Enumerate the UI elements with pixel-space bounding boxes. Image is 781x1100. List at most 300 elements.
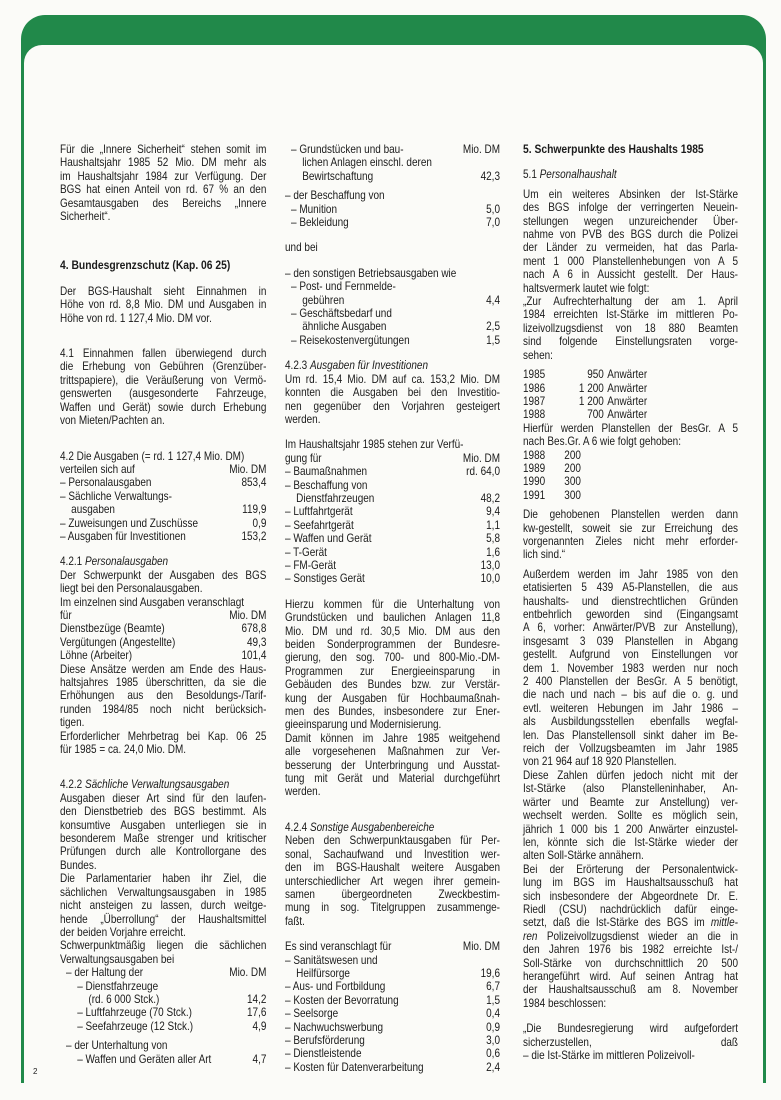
budget-item-value: 0,9 xyxy=(486,1020,500,1034)
text-segment: Polizeivollzugsdienst wieder an die in xyxy=(537,929,738,943)
section-heading: 4. Bundesgrenzschutz (Kap. 06 25) xyxy=(60,258,231,273)
budget-row xyxy=(60,476,266,489)
budget-item-label: – Seefahrtgerät xyxy=(285,518,354,532)
text-line: wechselt werden. Sollte es möglich sein, xyxy=(523,809,738,823)
budget-row xyxy=(60,1006,266,1019)
budget-row xyxy=(285,479,500,492)
text-line: Erhöhungen aus den Besoldungs-/Tarif- xyxy=(60,689,267,703)
text-line: konsumtive Ausgaben unterliegen sie in xyxy=(60,818,267,832)
budget-item-label: gebühren xyxy=(302,293,345,307)
subsection-number: 4.2.2 xyxy=(60,778,85,792)
budget-item-label: – Munition xyxy=(291,202,338,216)
budget-row xyxy=(285,532,500,545)
text-line: Gebäuden des Bundes bzw. zur Verstär- xyxy=(285,678,500,692)
budget-item-label: – FM-Gerät xyxy=(285,558,336,572)
text-line: Gesamtausgaben des Bereichs „Innere xyxy=(60,196,267,210)
text-line: sicherzustellen, daß xyxy=(523,1035,738,1049)
budget-row xyxy=(285,994,500,1007)
subsection-number: 4.2.4 xyxy=(285,820,310,834)
budget-row xyxy=(60,609,266,622)
text-line: A 6, vorher: Anwärter/PVB zur Anstellung), xyxy=(523,621,738,635)
budget-item-label: – der Beschaffung von xyxy=(285,189,385,203)
budget-item-value: 48,2 xyxy=(480,491,500,505)
budget-item-value: 10,0 xyxy=(480,572,500,586)
budget-item-value: Mio. DM xyxy=(229,608,267,622)
budget-item-value: 42,3 xyxy=(480,169,500,183)
text-line: ment 1 000 Planstellenhebungen von A 5 xyxy=(523,254,738,268)
text-line: tigen. xyxy=(60,716,85,730)
text-line: kw-gestellt, soweit sie zur Erreichung des xyxy=(523,521,738,535)
budget-item-value: 678,8 xyxy=(241,622,267,636)
text-line: 4.1 Einnahmen fallen überwiegend durch xyxy=(60,347,267,361)
budget-row xyxy=(60,622,266,635)
budget-item-label: gung für xyxy=(285,451,322,465)
budget-row xyxy=(60,463,266,476)
text-line: runden 1984/85 noch nicht berücksich- xyxy=(60,702,267,716)
text-line: Ausgaben dieser Art sind für den laufen- xyxy=(60,791,267,805)
year-row xyxy=(523,449,738,462)
budget-item-label: – Seelsorge xyxy=(285,1007,339,1021)
budget-row xyxy=(60,966,266,979)
paragraph xyxy=(523,769,738,863)
text-line: alle vorgesehenen Maßnahmen zur Ver- xyxy=(285,745,500,759)
budget-item-value: 9,4 xyxy=(486,505,500,519)
text-line: Diese Zahlen dürfen jedoch nicht mit der xyxy=(523,768,738,782)
budget-item-label: verteilen sich auf xyxy=(60,462,135,476)
budget-item-value: 2,5 xyxy=(486,320,500,334)
text-line: men des Bundes, insbesondere zur Ener- xyxy=(285,705,500,719)
text-line: werden. xyxy=(285,785,321,799)
text-line: sind folgende Einstellungsraten vorge- xyxy=(523,335,738,349)
count: 700 xyxy=(587,408,604,422)
budget-item-label: – Waffen und Gerät xyxy=(285,532,372,546)
column-middle-content xyxy=(285,143,500,1074)
paragraph xyxy=(285,732,500,799)
text-line: Schwerpunktmäßig liegen die sächlichen xyxy=(60,939,267,953)
budget-row xyxy=(285,203,500,216)
text-line: Verwaltungsausgaben bei xyxy=(60,952,175,966)
budget-row xyxy=(285,170,500,183)
paragraph xyxy=(60,569,266,596)
budget-item-value: Mio. DM xyxy=(462,940,500,954)
text-line: wärter und Beamte zur Anstellung) ver- xyxy=(523,795,738,809)
column-right xyxy=(523,143,773,1062)
budget-row xyxy=(60,530,266,543)
budget-item-label: – den sonstigen Betriebsausgaben wie xyxy=(285,266,457,280)
paragraph xyxy=(523,422,738,449)
year-row xyxy=(523,395,738,408)
budget-item-value: 4,7 xyxy=(252,1052,267,1066)
text-line: Sicherheit“. xyxy=(60,210,111,224)
budget-item-label: – Bekleidung xyxy=(291,216,349,230)
paragraph xyxy=(523,188,738,295)
budget-item-value: 0,4 xyxy=(486,1007,500,1021)
text-line: besonderem Maße strenger und kritischer xyxy=(60,832,267,846)
text-line: Der BGS-Haushalt sieht Einnahmen in xyxy=(60,284,267,298)
count: 1 200 xyxy=(578,394,604,408)
count-unit: Anwärter xyxy=(607,394,648,408)
year: 1986 xyxy=(523,381,546,395)
text-line: liegt bei den Personalausgaben. xyxy=(60,582,203,596)
text-line: gierung, den sog. 700- und 800-Mio.-DM- xyxy=(285,651,500,665)
budget-item-label: lichen Anlagen einschl. deren xyxy=(302,156,432,170)
budget-item-label: für xyxy=(60,608,72,622)
budget-row xyxy=(285,546,500,559)
budget-item-value: 13,0 xyxy=(480,558,500,572)
text-line: sonal, Sachaufwand und Investition wer- xyxy=(285,847,500,861)
budget-item-label: – Ausgaben für Investitionen xyxy=(60,529,186,543)
text-line: 1984 erreichten Ist-Stärke im mittleren Po- xyxy=(523,308,738,322)
budget-row xyxy=(285,280,500,293)
budget-row xyxy=(285,967,500,980)
text-line: Prüfungen durch alle Kontrollorgane des xyxy=(60,845,267,859)
budget-item-value: 1,5 xyxy=(486,993,500,1007)
budget-row xyxy=(285,559,500,572)
text-line: nahme von PVB des BGS durch die Polizei xyxy=(523,228,738,242)
text-line: sich insbesondere der Abgeordnete Dr. E. xyxy=(523,889,738,903)
text-line: Soll-Stärke von durchschnittlich 20 500 xyxy=(523,956,738,970)
budget-item-label: – Kosten der Bevorratung xyxy=(285,993,399,1007)
text-line: insgesamt 3 039 Planstellen in Abgang xyxy=(523,634,738,648)
count-unit: Anwärter xyxy=(607,408,648,422)
budget-item-value: 101,4 xyxy=(241,649,267,663)
section-heading: 5. Schwerpunkte des Haushalts 1985 xyxy=(523,142,704,156)
text-line: „Die Bundesregierung wird aufgefordert xyxy=(523,1022,738,1036)
subsection-heading xyxy=(523,168,738,181)
text-line: und bei xyxy=(285,241,318,255)
budget-row xyxy=(285,334,500,347)
text-line: Programmen zur Energieeinsparung in xyxy=(285,664,500,678)
budget-item-value: Mio. DM xyxy=(462,451,500,465)
count-unit: Anwärter xyxy=(607,368,648,382)
text-line: Bei der Erörterung der Personalentwick- xyxy=(523,862,738,876)
text-line: Höhe von rd. 8,8 Mio. DM und Ausgaben in xyxy=(60,298,267,312)
budget-item-label: – Berufsförderung xyxy=(285,1033,365,1047)
budget-row xyxy=(285,1034,500,1047)
text-line: Hierzu kommen für die Unterhaltung von xyxy=(285,597,500,611)
text-line: gieeinsparung und Modernisierung. xyxy=(285,718,442,732)
page-number: 2 xyxy=(33,1067,38,1076)
budget-item-value: 0,6 xyxy=(486,1047,500,1061)
text-line: – die Ist-Stärke im mittleren Polizeivoll- xyxy=(523,1049,695,1062)
text-line: gestellt. Aufgrund von Einstellungen vor xyxy=(523,648,738,662)
budget-item-value: 6,7 xyxy=(486,980,500,994)
text-line: des BGS infolge der verringerten Neuein- xyxy=(523,201,738,215)
budget-item-label: – Beschaffung von xyxy=(285,478,368,492)
year: 1987 xyxy=(523,394,546,408)
text-line: „Zur Aufrechterhaltung der am 1. April xyxy=(523,295,738,309)
subsection-number: 4.2.3 xyxy=(285,359,310,373)
count: 200 xyxy=(564,448,581,462)
text-line: reich der Vollzugsbeamten im Jahr 1985 xyxy=(523,742,738,756)
paragraph xyxy=(60,285,266,325)
budget-row xyxy=(285,980,500,993)
budget-item-label: – Reisekostenvergütungen xyxy=(291,333,410,347)
text-line: konnten die Ausgaben bei den Investitio- xyxy=(285,386,500,400)
paragraph xyxy=(60,596,266,609)
text-line: 4.2 Die Ausgaben (= rd. 1 127,4 Mio. DM) xyxy=(60,449,245,463)
text-line: die Erhebung von Gebühren (Grenzüber- xyxy=(60,360,267,374)
text-line: von Mieten/Pachten an. xyxy=(60,414,165,428)
text-line: evtl. weiteren Hebungen im Jahr 1986 – xyxy=(523,701,738,715)
budget-row xyxy=(285,143,500,156)
subsection-title: Personalausgaben xyxy=(84,555,169,569)
text-line: Im einzelnen sind Ausgaben veranschlagt xyxy=(60,595,245,609)
column-middle xyxy=(285,143,538,1074)
year-row xyxy=(523,368,738,381)
text-line: Diese Ansätze werden am Ende des Haus- xyxy=(60,662,267,676)
text-line: Der Schwerpunkt der Ausgaben des BGS xyxy=(60,568,267,582)
text-line: nicht ansteigen zu lassen, durch weitge- xyxy=(60,899,267,913)
paragraph xyxy=(60,872,266,939)
budget-row xyxy=(60,1039,266,1052)
budget-row xyxy=(285,492,500,505)
text-line: alten Soll-Stärke annähern. xyxy=(523,849,644,863)
count: 200 xyxy=(564,461,581,475)
text-line: len. Das Planstellensoll sinkt daher im Be- xyxy=(523,728,738,742)
budget-item-value: 1,1 xyxy=(486,518,500,532)
text-segment: setzt, daß die Ist-Stärke des BGS im xyxy=(523,916,711,930)
budget-row xyxy=(60,980,266,993)
text-line: kung der Ausgaben für Hochbaumaßnah- xyxy=(285,691,500,705)
budget-row xyxy=(285,954,500,967)
column-right-content xyxy=(523,143,738,1062)
budget-item-value: 3,0 xyxy=(486,1033,500,1047)
text-line: nen gegenüber den Vorjahren gesteigert xyxy=(285,399,500,413)
column-left-content xyxy=(60,143,266,1066)
text-line: Haushaltsjahr 1985 52 Mio. DM mehr als xyxy=(60,156,267,170)
paragraph xyxy=(523,508,738,562)
paragraph xyxy=(60,730,266,757)
budget-row xyxy=(285,572,500,585)
budget-row xyxy=(60,1053,266,1066)
budget-row xyxy=(285,216,500,229)
subsection-title: Sächliche Verwaltungsausgaben xyxy=(84,778,230,792)
text-line: tung mit Gerät und Material durchgeführt xyxy=(285,772,500,786)
budget-row xyxy=(285,1021,500,1034)
subsection-number: 4.2.1 xyxy=(60,555,85,569)
text-line: den im BGS-Haushalt weitere Ausgaben xyxy=(285,861,500,875)
budget-item-label: Dienstbezüge (Beamte) xyxy=(60,622,165,636)
budget-item-label: ausgaben xyxy=(71,503,115,517)
text-line: sächlichen Verwaltungsausgaben in 1985 xyxy=(60,885,267,899)
budget-row xyxy=(60,517,266,530)
budget-item-value: Mio. DM xyxy=(229,462,267,476)
text-line: Damit können im Jahre 1985 weitgehend xyxy=(285,731,500,745)
budget-row xyxy=(285,267,500,280)
year: 1985 xyxy=(523,368,546,382)
paragraph xyxy=(523,295,738,362)
paragraph xyxy=(60,450,266,463)
budget-row xyxy=(60,649,266,662)
budget-item-value: Mio. DM xyxy=(462,143,500,156)
budget-row xyxy=(285,320,500,333)
text-line: als Ausbildungsstellen ebenfalls wegfal- xyxy=(523,715,738,729)
text-line xyxy=(523,930,738,943)
budget-item-value: Mio. DM xyxy=(229,966,267,980)
budget-item-value: 853,4 xyxy=(241,476,267,490)
budget-item-value: 119,9 xyxy=(242,503,267,517)
budget-row xyxy=(60,1020,266,1033)
text-line: die nach und nach – bis auf die o. g. und xyxy=(523,688,738,702)
text-line: len, könnte sich die Ist-Stärke wieder der xyxy=(523,835,738,849)
paragraph xyxy=(60,143,266,223)
budget-item-label: – Luftfahrtgerät xyxy=(285,505,353,519)
budget-item-label: – T-Gerät xyxy=(285,545,327,559)
text-line: den Dienstbetrieb des BGS bestimmt. Als xyxy=(60,805,267,819)
text-line: Mio. DM und rd. 30,5 Mio. DM aus den xyxy=(285,624,500,638)
year: 1988 xyxy=(523,408,546,422)
budget-row xyxy=(285,465,500,478)
year-row xyxy=(523,408,738,421)
budget-item-label: – Baumaßnahmen xyxy=(285,465,368,479)
year: 1990 xyxy=(523,475,546,489)
subsection-title: Sonstige Ausgabenbereiche xyxy=(309,820,435,834)
paragraph xyxy=(285,834,500,928)
budget-row xyxy=(285,294,500,307)
budget-item-label: – Dienstfahrzeuge xyxy=(77,979,159,993)
budget-item-label: ähnliche Ausgaben xyxy=(302,320,387,334)
text-line: beiden Sonderprogrammen der Bundesre- xyxy=(285,638,500,651)
text-line: den Jahren 1976 bis 1982 erreichte Ist-/ xyxy=(523,943,738,957)
year-row xyxy=(523,382,738,395)
text-line xyxy=(523,916,738,929)
year: 1991 xyxy=(523,488,546,502)
budget-item-label: – Geschäftsbedarf und xyxy=(291,307,392,321)
text-line: Erforderlicher Mehrbetrag bei Kap. 06 25 xyxy=(60,729,267,743)
text-line: BGS hat einen Anteil von rd. 67 % an den xyxy=(60,183,267,197)
budget-item-value: 7,0 xyxy=(486,216,500,230)
budget-item-label: – Sanitätswesen und xyxy=(285,953,378,967)
budget-item-value: 4,4 xyxy=(486,293,500,307)
budget-item-label: – Waffen und Geräten aller Art xyxy=(77,1052,212,1066)
budget-item-value: rd. 64,0 xyxy=(466,465,500,479)
year: 1988 xyxy=(523,448,546,462)
italic-segment: ren xyxy=(523,929,538,943)
budget-row xyxy=(285,156,500,169)
budget-item-label: – Sonstiges Gerät xyxy=(285,572,365,586)
text-line: Waffen und Gerät) sowie durch Erhebung xyxy=(60,400,267,414)
paragraph xyxy=(523,863,738,1010)
text-line: herangeführt wird. Auf seinen Antrag hat xyxy=(523,969,738,983)
text-line: für 1985 = ca. 24,0 Mio. DM. xyxy=(60,743,187,757)
text-line: lich sind.“ xyxy=(523,548,566,562)
budget-row xyxy=(285,452,500,465)
text-line: samen übergeordneten Zweckbestim- xyxy=(285,887,500,901)
text-line: lizeivollzugsdienst von 18 880 Beamten xyxy=(523,321,738,335)
budget-row xyxy=(285,505,500,518)
text-line: stellungen wegen unzureichender Über- xyxy=(523,214,738,228)
text-line: der beiden Vorjahre erreicht. xyxy=(60,925,186,939)
budget-item-value: 19,6 xyxy=(480,966,500,980)
count: 300 xyxy=(564,488,581,502)
budget-row xyxy=(60,636,266,649)
year: 1989 xyxy=(523,461,546,475)
text-line: werden. xyxy=(285,412,321,426)
budget-item-value: 14,2 xyxy=(246,992,267,1006)
year-row xyxy=(523,489,738,502)
text-line: etatisierten 5 439 A5-Planstellen, die aus xyxy=(523,581,738,595)
text-line: Um rd. 15,4 Mio. DM auf ca. 153,2 Mio. DM xyxy=(285,372,500,386)
budget-row xyxy=(285,1007,500,1020)
budget-item-value: 0,9 xyxy=(252,516,267,530)
budget-item-label: – Seefahrzeuge (12 Stck.) xyxy=(77,1019,194,1033)
budget-item-label: Bewirtschaftung xyxy=(302,169,374,183)
text-line: entbehrlich geworden sind (Eingangsamt xyxy=(523,608,738,621)
paragraph xyxy=(285,241,500,254)
budget-row xyxy=(285,519,500,532)
text-line: dem 1. November 1983 werden nur noch xyxy=(523,661,738,675)
text-line: mung in sog. Titelgruppen zusammenge- xyxy=(285,901,500,915)
budget-item-label: Vergütungen (Angestellte) xyxy=(60,635,176,649)
text-line: nach Bes.Gr. A 6 wie folgt gehoben: xyxy=(523,435,681,449)
text-line: haltsjahres 1985 überschritten, da sie die xyxy=(60,676,267,689)
subsection-heading xyxy=(285,359,500,372)
budget-item-label: – Nachwuchswerbung xyxy=(285,1020,384,1034)
paragraph xyxy=(60,792,266,872)
budget-row xyxy=(285,189,500,202)
text-line: Außerdem werden im Jahr 1985 von den xyxy=(523,567,738,581)
budget-item-label: – der Haltung der xyxy=(66,966,144,980)
budget-row xyxy=(285,1061,500,1074)
budget-item-label: Heilfürsorge xyxy=(296,966,350,980)
budget-item-value: 1,6 xyxy=(486,545,500,559)
text-line: Neben den Schwerpunktausgaben für Per- xyxy=(285,834,500,848)
text-line: sehen: xyxy=(523,348,553,362)
count: 300 xyxy=(564,475,581,489)
budget-row xyxy=(60,993,266,1006)
text-line: Im Haushaltsjahr 1985 stehen zur Verfü- xyxy=(285,438,464,452)
paragraph xyxy=(60,347,266,427)
text-line: Ist-Stärke (also Planstelleninhaber, An- xyxy=(523,782,738,796)
paragraph xyxy=(523,1022,738,1062)
text-line: von 21 964 auf 18 920 Planstellen. xyxy=(523,755,677,769)
budget-item-label: – der Unterhaltung von xyxy=(66,1039,168,1053)
text-line: besserung der Unterbringung und Ausstat- xyxy=(285,758,500,772)
text-line: Hierfür werden Planstellen der BesGr. A 5 xyxy=(523,421,738,435)
budget-row xyxy=(285,1047,500,1060)
budget-item-value: 5,0 xyxy=(486,202,500,216)
budget-item-value: 1,5 xyxy=(486,333,500,347)
count-unit: Anwärter xyxy=(607,381,648,395)
budget-row xyxy=(285,940,500,953)
budget-row xyxy=(60,490,266,503)
budget-row xyxy=(60,503,266,516)
text-line: Grundstücken und baulichen Anlagen 11,8 xyxy=(285,611,500,625)
text-line: 1984 beschlossen: xyxy=(523,996,607,1010)
paragraph xyxy=(60,939,266,966)
budget-item-label: – Zuweisungen und Zuschüsse xyxy=(60,516,199,530)
count: 950 xyxy=(587,368,604,382)
budget-item-label: – Grundstücken und bau- xyxy=(291,143,404,156)
paragraph xyxy=(285,438,500,451)
text-line: der Länder zu vermeiden, hat das Parla- xyxy=(523,241,738,255)
paragraph xyxy=(285,373,500,427)
budget-item-label: Es sind veranschlagt für xyxy=(285,940,392,954)
column-left xyxy=(60,143,300,1066)
budget-item-label: – Luftfahrzeuge (70 Stck.) xyxy=(77,1006,192,1020)
budget-item-label: – Personalausgaben xyxy=(60,476,152,490)
text-line: Die gehobenen Planstellen werden dann xyxy=(523,508,738,522)
italic-segment: mittle- xyxy=(710,916,738,930)
subsection-title: Ausgaben für Investitionen xyxy=(309,359,429,373)
text-line: Für die „Innere Sicherheit“ stehen somit im xyxy=(60,143,267,156)
text-line: unterschiedlicher Art wegen ihrer gemein- xyxy=(285,874,500,888)
budget-item-value: 5,8 xyxy=(486,532,500,546)
budget-item-value: 153,2 xyxy=(241,529,267,543)
text-line: der Haushaltsausschuß am 8. November xyxy=(523,983,738,997)
text-line: trittspapiere), die Veräußerung von Vermö- xyxy=(60,373,267,387)
